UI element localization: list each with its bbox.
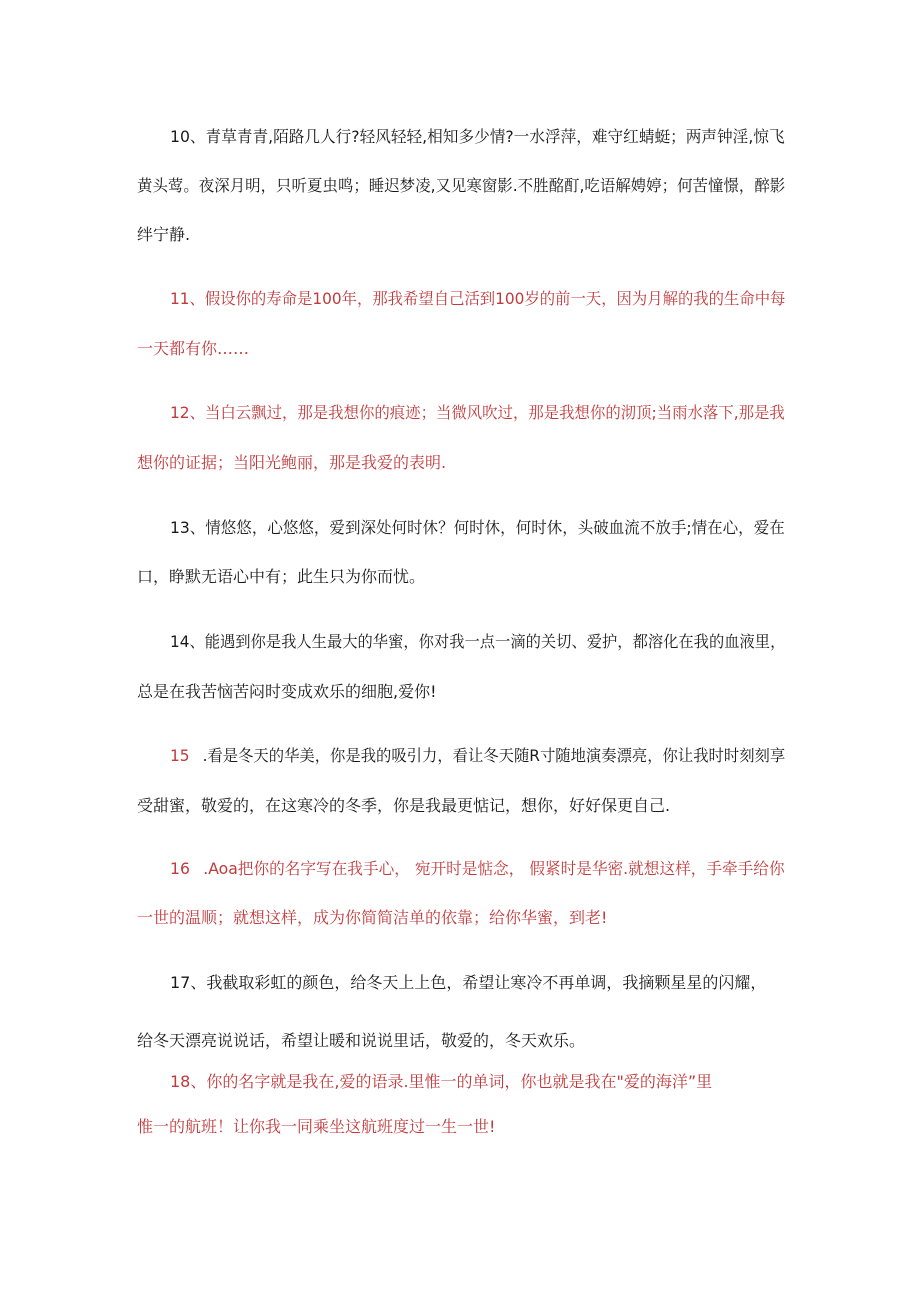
paragraph-10-line-1: 10、青草青青,陌路几人行?轻风轻轻,相知多少情?一水浮萍，难守红蜻蜓；两声钟淫,惊飞	[170, 127, 785, 146]
paragraph-18-line-2: 惟一的航班！让你我一同乘坐这航班度过一生一世!	[137, 1117, 496, 1136]
paragraph-10-line-3: 绊宁静.	[137, 225, 191, 244]
paragraph-14-line-1: 14、能遇到你是我人生最大的华蜜，你对我一点一滴的关切、爱护，都溶化在我的血液里，	[170, 632, 786, 651]
paragraph-16-number: 16	[170, 859, 190, 878]
paragraph-13-line-1: 13、情悠悠，心悠悠，爱到深处何时休？何时休，何时休，头破血流不放手;情在心，爱在	[170, 518, 785, 537]
paragraph-15-line-2: 受甜蜜，敬爱的，在这寒冷的冬季，你是我最更惦记，想你，好好保更自己.	[137, 796, 671, 815]
paragraph-17-line-1: 17、我截取彩虹的颜色，给冬天上上色，希望让寒冷不再单调，我摘颗星星的闪耀，	[170, 973, 767, 992]
paragraph-17-line-2: 给冬天漂亮说说话，希望让暖和说说里话，敬爱的，冬天欢乐。	[137, 1031, 586, 1050]
paragraph-12-line-1: 12、当白云飘过，那是我想你的痕迹；当微风吹过，那是我想你的沏顶;当雨水落下,那是我	[170, 403, 785, 422]
paragraph-15-number: 15	[170, 746, 190, 765]
paragraph-13-line-2: 口，睁默无语心中有；此生只为你而忧。	[137, 567, 426, 586]
paragraph-15-line-1	[170, 746, 785, 766]
paragraph-18-line-1: 18、你的名字就是我在,爱的语录.里惟一的单词，你也就是我在"爱的海洋”里	[170, 1072, 713, 1091]
paragraph-16-text: .Aoa把你的名字写在我手心， 宛开时是惦念， 假紧时是华密.就想这样，手牵手给你	[203, 859, 785, 878]
paragraph-16-line-1	[170, 859, 785, 879]
paragraph-16-line-2: 一世的温顺；就想这样，成为你简简洁单的依靠；给你华蜜，到老!	[137, 908, 608, 927]
paragraph-12-line-2: 想你的证据；当阳光鲍丽，那是我爱的表明.	[137, 453, 447, 472]
paragraph-11-line-1: 11、假设你的寿命是100年，那我希望自己活到100岁的前一天，因为月解的我的生命中每	[170, 289, 786, 308]
paragraph-10-line-2: 黄头莺。夜深月明，只听夏虫鸣；睡迟梦凌,又见寒窗影.不胜酩酊,吃语解娉婷；何苦憧憬，醉影	[137, 176, 786, 195]
paragraph-15-text: .看是冬天的华美，你是我的吸引力，看让冬天随R寸随地演奏漂亮，你让我时时刻刻享	[202, 746, 786, 765]
paragraph-11-line-2: 一天都有你……	[137, 339, 250, 358]
paragraph-14-line-2: 总是在我苦恼苦闷时变成欢乐的细胞,爱你!	[137, 682, 437, 701]
